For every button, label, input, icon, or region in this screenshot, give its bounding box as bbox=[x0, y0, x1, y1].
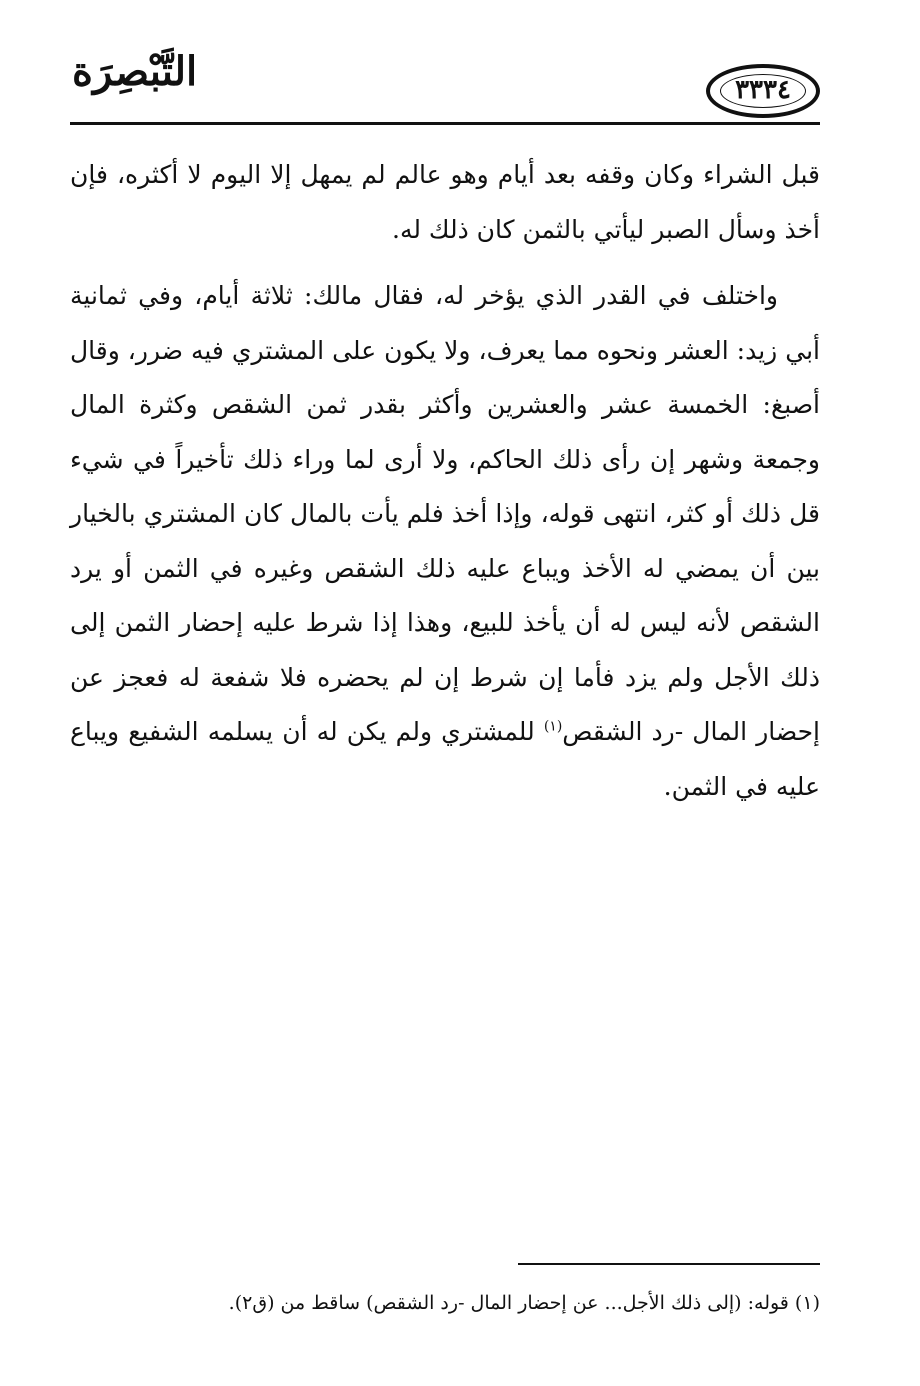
footnote-separator bbox=[518, 1263, 820, 1265]
page-number: ٣٣٣٤ bbox=[735, 75, 791, 105]
book-title: التَّبْصِرَة bbox=[72, 48, 198, 95]
paragraph-1 bbox=[70, 148, 820, 257]
paragraph-2-continuation: للمشتري ولم يكن له أن يسلمه الشفيع ويباع عليه في الثمن. bbox=[70, 717, 820, 801]
paragraph-2 bbox=[70, 269, 820, 814]
paragraph-1-text: قبل الشراء وكان وقفه بعد أيام وهو عالم لم يمهل إلا اليوم لا أكثره، فإن أخذ وسأل الصبر ليأتي بالثمن كان ذلك له. bbox=[70, 160, 820, 244]
main-text bbox=[70, 148, 820, 814]
header-rule bbox=[70, 122, 820, 125]
footnote: (١) قوله: (إلى ذلك الأجل... عن إحضار المال -رد الشقص) ساقط من (ق٢). bbox=[228, 1292, 820, 1314]
paragraph-2-text: واختلف في القدر الذي يؤخر له، فقال مالك: ثلاثة أيام، وفي ثمانية أبي زيد: العشر ونحوه مما يعرف، ولا يكون على المشتري فيه ضرر، وقال أصبغ: الخمسة عشر والعشرين وأكثر بقدر ثمن الشقص وكثرة المال وجمعة وشهر إن رأى ذلك الحاكم، ولا أرى لما وراء ذلك تأخيراً في شيء قل ذلك أو كثر، انتهى قوله، وإذا أخذ فلم يأت بالمال كان المشتري بالخيار بين أن يمضي له الأخذ ويباع عليه ذلك الشقص وغيره في الثمن أو يرد الشقص لأنه ليس له أن يأخذ للبيع، وهذا إذا شرط عليه إحضار الثمن إلى ذلك الأجل ولم يزد فأما إن شرط إن لم يحضره فلا شفعة له فعجز عن إحضار المال -رد الشقص bbox=[70, 281, 820, 746]
footnote-marker[interactable]: (١) bbox=[543, 718, 563, 735]
